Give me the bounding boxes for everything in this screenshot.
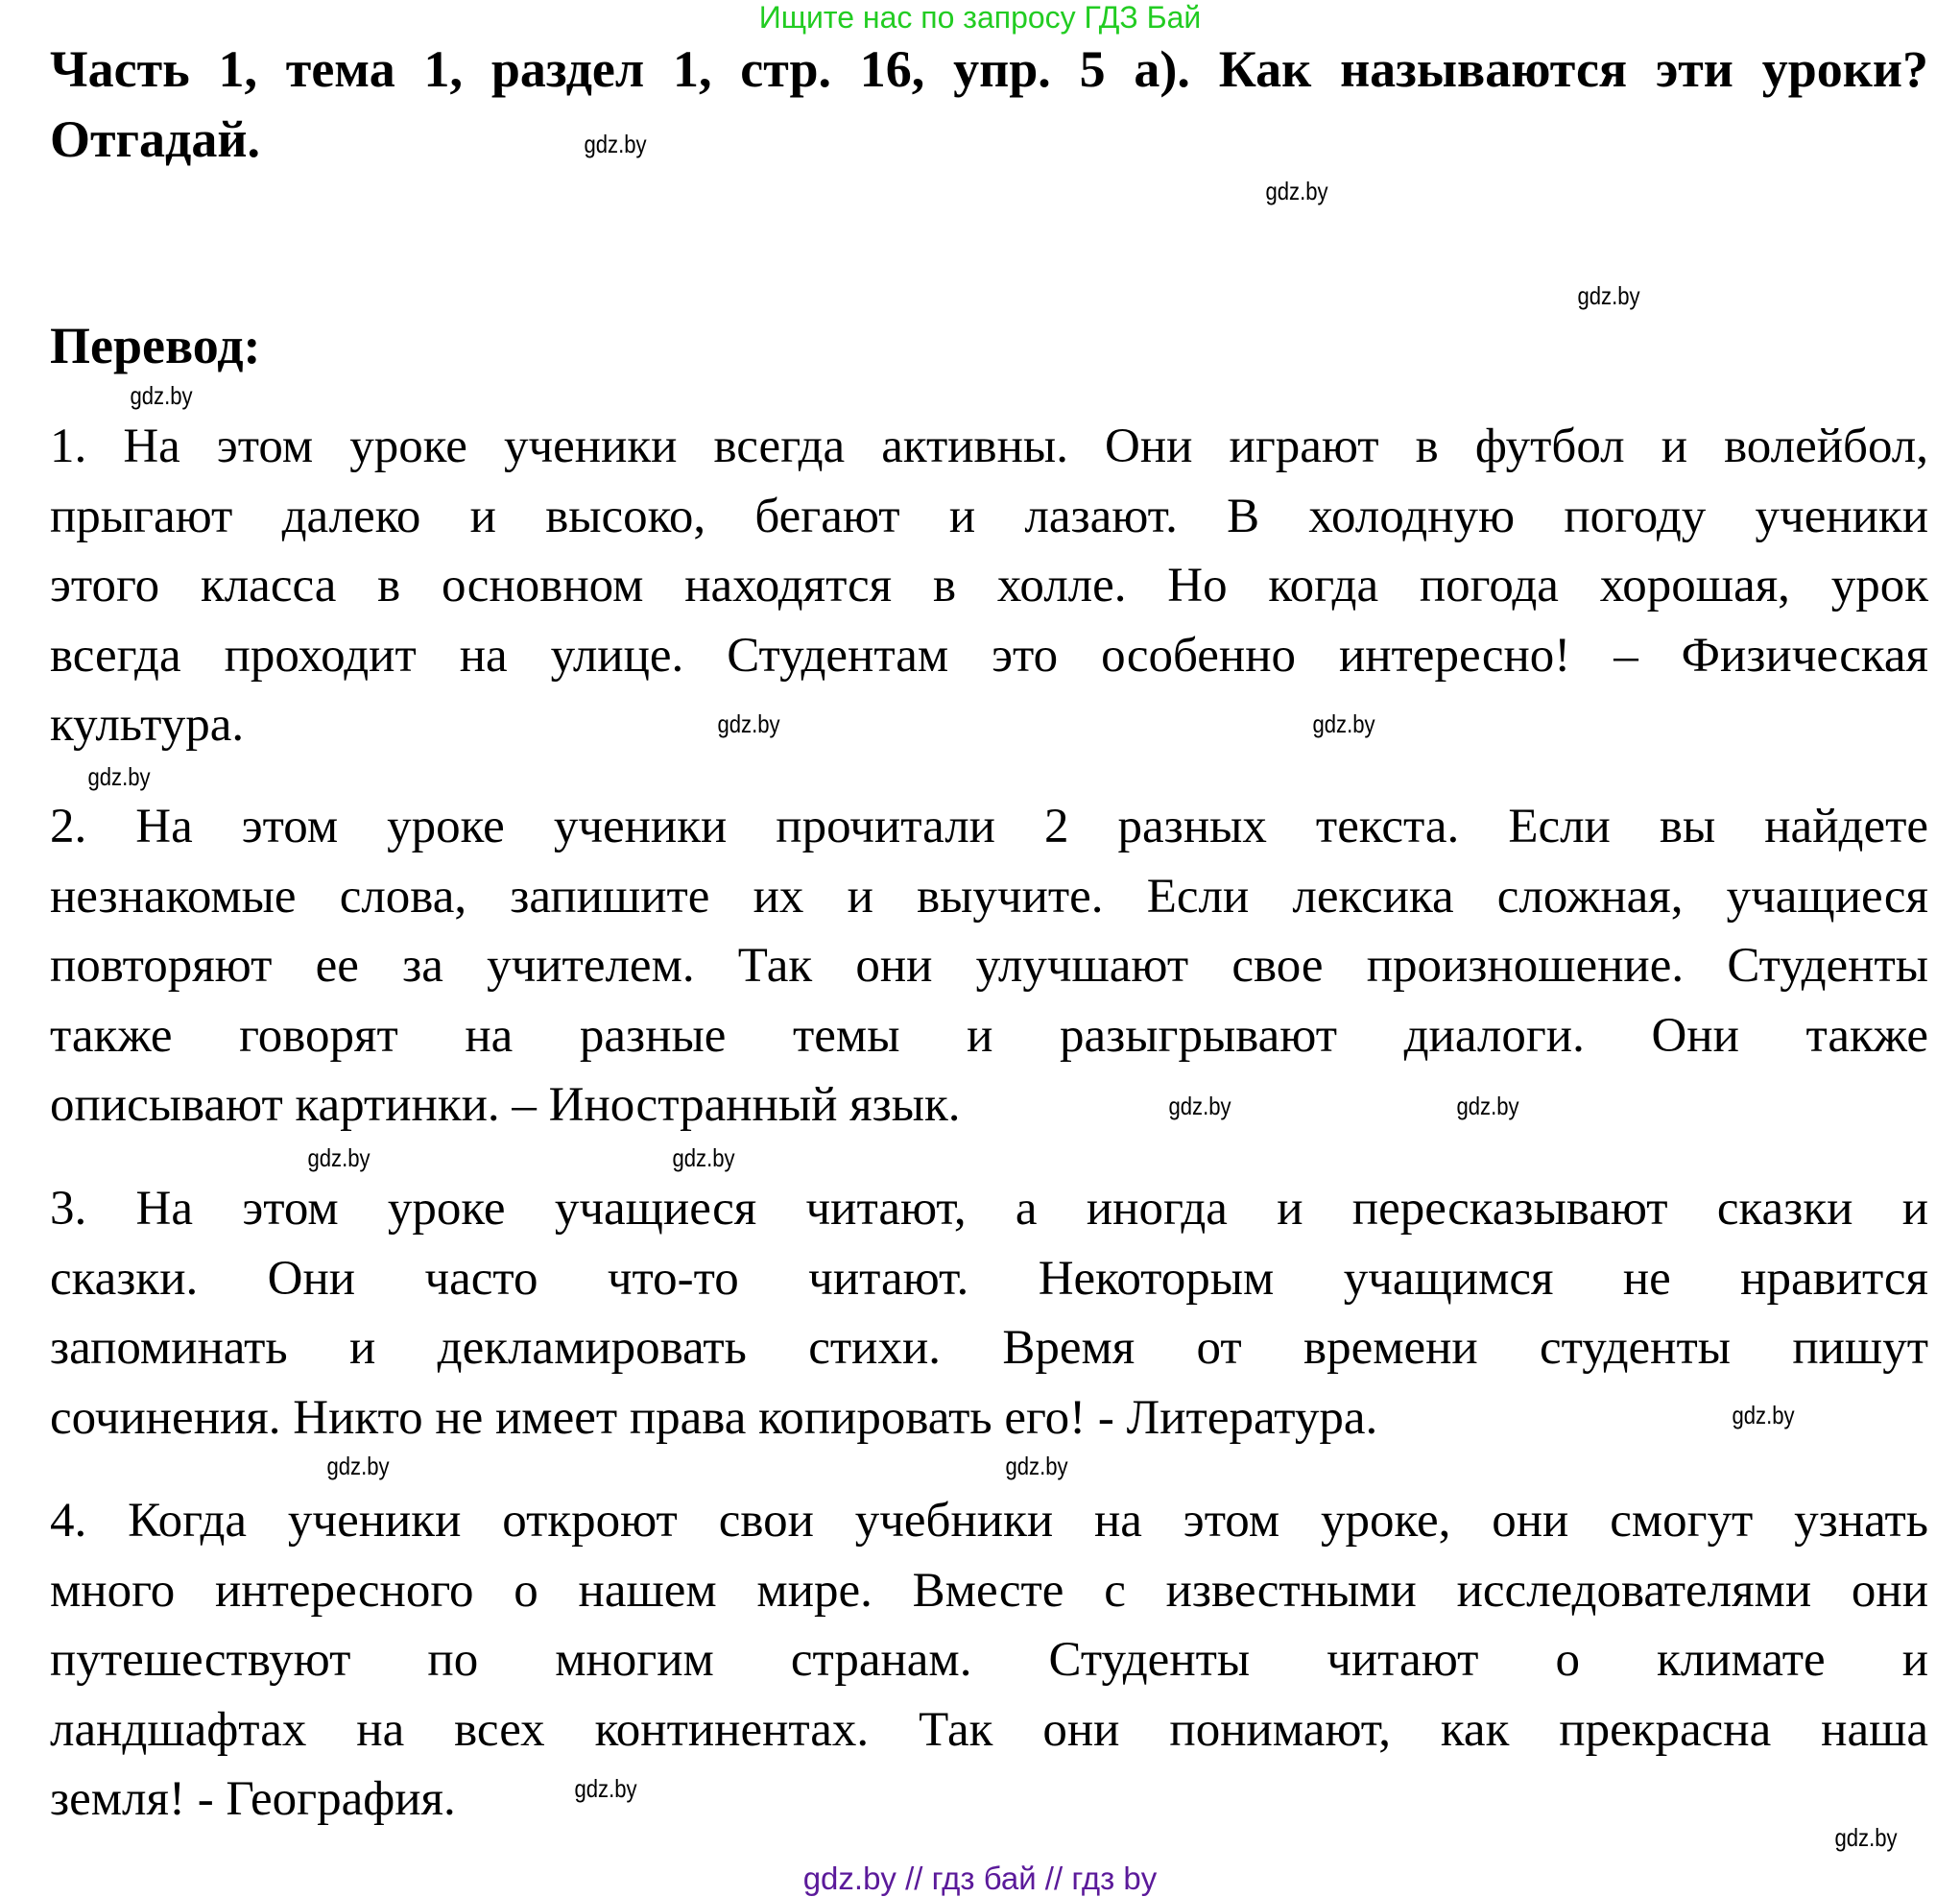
watermark: gdz.by [1577,281,1640,310]
watermark: gdz.by [1265,177,1328,205]
text-line: много интересного о нашем мире. Вместе с известными исследователями они [50,1563,1928,1618]
text-line: путешествуют по многим странам. Студенты читают о климате и [50,1633,1928,1688]
text-line: этого класса в основном находятся в холле. Но когда погода хорошая, урок [50,559,1928,613]
text-line: прыгают далеко и высоко, бегают и лазают. В холодную погоду ученики [50,489,1928,543]
title-line: Отгадай. [50,109,260,168]
text-line: также говорят на разные темы и разыгрывают диалоги. Они также [50,1008,1928,1063]
watermark: gdz.by [1834,1823,1898,1852]
text-line: 3. На этом уроке учащиеся читают, а иногда и пересказывают сказки и [50,1182,1928,1236]
footer-links: gdz.by // гдз бай // гдз by [802,1861,1158,1896]
watermark: gdz.by [1168,1092,1231,1120]
text-line: повторяют ее за учителем. Так они улучшают свое произношение. Студенты [50,939,1928,994]
watermark: gdz.by [1312,709,1375,738]
watermark: gdz.by [307,1143,370,1172]
watermark: gdz.by [584,130,647,158]
text-line: ландшафтах на всех континентах. Так они понимают, как прекрасна наша [50,1702,1928,1757]
text-line: сочинения. Никто не имеет права копировать его! - Литература. [50,1390,1378,1445]
watermark: gdz.by [672,1143,735,1172]
text-line: запоминать и декламировать стихи. Время от времени студенты пишут [50,1321,1928,1376]
watermark: gdz.by [87,762,151,791]
text-line: культура. [50,698,245,753]
watermark: gdz.by [717,709,780,738]
text-line: земля! - География. [50,1772,456,1827]
text-line: 1. На этом уроке ученики всегда активны. Они играют в футбол и волейбол, [50,420,1928,473]
text-line: описывают картинки. – Иностранный язык. [50,1078,961,1133]
watermark: gdz.by [326,1452,390,1480]
translation-heading: Перевод: [50,317,261,374]
paragraph-4 [50,1486,1928,1835]
text-line: 4. Когда ученики откроют свои учебники на этом уроке, они смогут узнать [50,1494,1928,1548]
watermark: gdz.by [1456,1092,1519,1120]
promo-banner: Ищите нас по запросу ГДЗ Бай [758,0,1202,35]
text-line: 2. На этом уроке ученики прочитали 2 разных текста. Если вы найдете [50,800,1928,853]
title-line: Часть 1, тема 1, раздел 1, стр. 16, упр. 5 а). Как называются эти уроки? [50,40,1928,98]
watermark: gdz.by [130,381,193,410]
paragraph-3 [50,1174,1928,1453]
text-line: незнакомые слова, запишите их и выучите. Если лексика сложная, учащиеся [50,869,1928,924]
exercise-title [50,35,1928,174]
text-line: всегда проходит на улице. Студентам это особенно интересно! – Физическая [50,628,1928,683]
watermark: gdz.by [574,1774,637,1803]
paragraph-1 [50,412,1928,760]
watermark: gdz.by [1732,1401,1795,1429]
watermark: gdz.by [1005,1452,1068,1480]
paragraph-2 [50,792,1928,1141]
text-line: сказки. Они часто что-то читают. Некоторым учащимся не нравится [50,1251,1928,1306]
